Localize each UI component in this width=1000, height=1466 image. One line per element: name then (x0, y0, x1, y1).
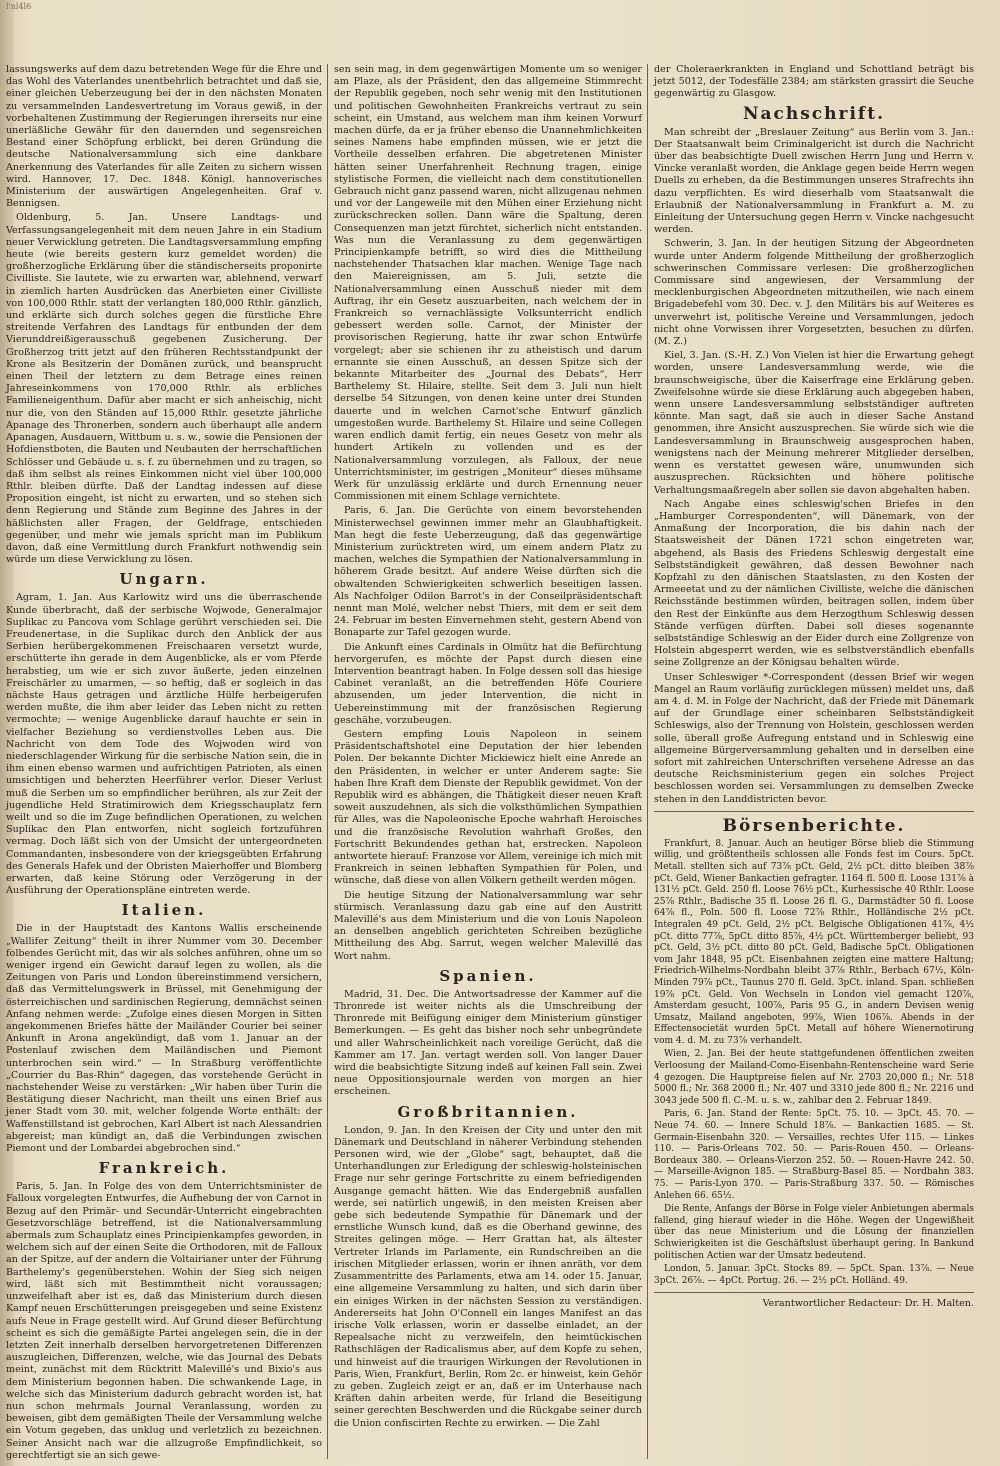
heading-italien: Italien. (121, 901, 207, 920)
article-national-assembly: Die heutige Sitzung der Nationalversammlung war sehr stürmisch. Veranlassung dazu gab eine auf den Austritt Malevillé's aus dem Ministerium und die von Louis Napoleon an denselben angeblich gerichteten Schreiben bezügliche Mittheilung des Abg. Sarrut, wegen welcher Malevillé das Wort nahm. (334, 889, 642, 962)
column-1 (6, 64, 322, 1461)
footer-divider (654, 1292, 974, 1293)
market-wien: Wien, 2. Jan. Bei der heute stattgefundenen öffentlichen zweiten Verloosung der Mailand-Como-Eisenbahn-Rentenscheine ward Serie 4 gezogen. Die Hauptpreise fielen auf Nr. 2703 20,000 fl.; Nr. 518 5000 fl.; Nr. 368 2000 fl.; Nr. 407 und 3310 jede 800 fl.; Nr. 2216 und 3043 jede 500 fl. C.-M. u. s. w., zahlbar den 2. Februar 1849. (654, 1049, 974, 1106)
article-berlin: Man schreibt der „Breslauer Zeitung“ aus Berlin vom 3. Jan.: Der Staatsanwalt beim Criminalgericht ist durch die Nachricht über das beabsichtigte Duell zwischen Herrn Jung und Herrn v. Vincke veranlaßt worden, die Anklage gegen beide Herrn wegen Duells zu erheben, da die Bestimmungen unseres Strafrechts ihn dazu verpflichten. Es wird dieserhalb vom Staatsanwalt die Erlaubniß der Nationalversammlung in Frankfurt a. M. zu Einleitung der Untersuchung gegen Herrn v. Vincke nachgesucht werden. (654, 126, 974, 236)
column-rule (327, 64, 328, 1459)
heading-frankreich: Frankreich. (98, 1159, 230, 1178)
market-frankfurt: Frankfurt, 8. Januar. Auch an heutiger Börse blieb die Stimmung willig, und größtentheils schlossen alle Fonds fest im Cours. 5pCt. Metall. stellten sich auf 73⅞ pCt. Geld, 2½ pCt. ditto bleiben 38⅞ pCt. Geld, Wiener Bankactien gefragter. 1164 fl. 500 fl. Loose 131⅞ à 131½ pCt. Geld. 250 fl. Loose 76½ pCt., Kurhessische 40 Rthlr. Loose 25⅞ Rthlr., Badische 35 fl. Loose 26 fl. G., Darmstädter 50 fl. Loose 64⅞ fl., Poln. 500 fl. Loose 72⅞ Rthlr., Holländische 2½ pCt. Integralen 49 pCt. Geld, 2½ pCt. Belgische Obligationen 41⅞, 4½ pCt. ditto 77⅞, 5pCt. ditto 85⅞, 4½ pCt. Württemberger beliebt, 93 pCt. Geld, 3½ pCt. ditto 80 pCt. Geld, Badische 5pCt. Obligationen vom Jahr 1848, 95 pCt. Eisenbahnen zeigten eine mattere Haltung; Friedrich-Wilhelms-Nordbahn bleibt 37⅞ Rthlr., Berbach 67½, Köln-Minden 79⅞ pCt., Taunus 270 fl. Geld. 3pCt. inland. Span. schließen 19⅞ pCt. Geld. Von Wechseln in London viel gemacht 120⅞, Amsterdam gesucht, 100⅞, Paris 95 G., in andern Devisen wenig Umsatz, Mailand angeboten, 99⅞, Wien 106⅞. Abends in der Effectensocietät wurden 5pCt. Metall auf höhere Wienernotirung vom 4. d. M. zu 73⅞ verhandelt. (654, 838, 974, 1046)
heading-spanien: Spanien. (439, 966, 537, 985)
market-paris-rente: Die Rente, Anfangs der Börse in Folge vieler Anbietungen abermals fallend, ging hierauf wieder in die Höhe. Wegen der Ungewißheit über das neue Ministerium und die Lösung der finanziellen Schwierigkeiten ist die Geschäftslust überhaupt gering. In Bankund politischen Actien war der Umsatz bedeutend. (654, 1204, 974, 1261)
article-oldenburg: Oldenburg, 5. Jan. Unsere Landtags- und Verfassungsangelegenheit mit dem neuen Jahre in ein Stadium neuer Verwicklung getreten. Die Landtagsversammlung empfing heute (wie bereits gestern kurz gemeldet worden) die großherzogliche Erklärung über die ständischerseits proponirte Civilliste. Sie lautete, wie zu erwarten war, ablehnend, verwarf in ziemlich harten Ausdrücken das Anerbieten einer Civilliste von 100,000 Rthlr. statt der verlangten 180,000 Rthlr. gänzlich, und erklärte sich durch solches gegen die fürstliche Ehre streitende Verfahren des Landtags für entbunden der dem Vierunddreißigerausschuß gegebenen Zusicherung. Der Großherzog tritt jetzt auf den früheren Rechtsstandpunkt der Krone als Besitzerin der Domänen zurück, und beansprucht einen Theil der letztern zu dem Betrage eines reinen Jahreseinkommens von 170,000 Rthlr. als erbliches Familieneigenthum. Dafür aber macht er sich anheischig, nicht nur die, von den Ständen auf 15,000 Rthlr. gesetzte jährliche Apanage des Thronerben, sondern auch überhaupt alle andern Apanagen, Ausdauern, Wittbum u. s. w., sowie die Pensionen der Hofdienstboten, die Bauten und Neubauten der herrschaftlichen Schlösser und Gebäude u. s. f. zu übernehmen und zu tragen, so daß ihm selbst als reines Einkommen nicht viel über 100,000 Rthlr. bleiben dürfte. Daß der Landtag indessen auf diese Proposition eingeht, ist nicht zu erwarten, und so stehen sich denn Regierung und Stände zum Beginne des Jahres in der häßlichsten aller Fragen, der Geldfrage, entschieden gegenüber, und mehr wie jemals spricht man im Publikum davon, daß eine Vermittlung durch Frankfurt nothwendig sein würde um diese Verwicklung zu lösen. (6, 212, 322, 566)
heading-ungarn: Ungarn. (119, 570, 209, 589)
article-paris-continued: sen sein mag, in dem gegenwärtigen Momente um so weniger am Plaze, als der Präsident, den das allgemeine Stimmrecht der Republik gegeben, noch sehr wenig mit den Institutionen und politischen Gewohnheiten Frankreichs vertraut zu sein scheint, ein Umstand, aus welchem man ihm keinen Vorwurf machen dürfe, da er ja früher ebenso die Unannehmlichkeiten seines Namens habe empfinden müssen, wie er jetzt die Vortheile desselben erfahren. Die abgetretenen Minister hätten seiner Unerfahrenheit Rechnung tragen, einige stylistische Formen, die vielleicht nach dem constitutionellen Gebrauch nicht ganz passend waren, nicht allzugenau nehmen und vor der Langeweile mit den Mühen einer Erziehung nicht zurückschrecken sollen. Dann wäre die Spaltung, deren Consequenzen man jetzt fürchtet, sicherlich nicht entstanden. Was nun die Veranlassung zu dem gegenwärtigen Principienkampfe betrifft, so wird dies die Mittheilung nachstehender Thatsachen klar machen. Wenige Tage nach den Maiereignissen, am 5. Juli, setzte die Nationalversammlung einen Ausschuß nieder mit dem Auftrag, ihr ein Gesetz auszuarbeiten, nach welchem der in Frankreich so vernachlässigte Volksunterricht endlich gebessert werden solle. Carnot, der Minister der provisorischen Regierung, hatte ihr zwar schon Entwürfe vorgelegt; aber sie schienen ihr zu atheistisch und darum ernannte sie einen Ausschuß, an dessen Spitze sich der bekannte Mitarbeiter des „Journal des Debats“, Herr Barthelemy St. Hilaire, stellte. Seit dem 3. Juli nun hielt derselbe 54 Sitzungen, von denen keine unter drei Stunden dauerte und in welchen Carnot'sche Entwurf gänzlich umgestoßen wurde. Barthelemy St. Hilaire und seine Collegen waren endlich damit fertig, ein neues Gesetz von mehr als hundert Artikeln zu vollenden und es der Nationalversammlung vorzulegen, als Falloux, der neue Unterrichtsminister, im gestrigen „Moniteur“ dieses mühsame Werk für unzulässig erklärte und durch Ernennung neuer Commissionen mit einem Schlage vernichtete. (334, 64, 642, 503)
article-louis-napoleon: Gestern empfing Louis Napoleon in seinem Präsidentschaftshotel eine Deputation der hier lebenden Polen. Der bekannte Dichter Mickiewicz hielt eine Anrede an den Präsidenten, in welcher er unter Anderem sagte: Sie haben Ihre Kraft dem Dienste der Republik gewidmet. Von der Republik wird es abhängen, die Thätigkeit dieser neuen Kraft soweit auszudehnen, als sich die volksthümlichen Sympathien für Alles, was die Napoleonische Epoche wahrhaft Heroisches und die französische Revolution wahrhaft Großes, den Fortschritt Bekundendes gethan hat, erstrecken. Napoleon antwortete hierauf: Franzose vor Allem, vereinige ich mich mit Frankreich in seinen lebhaften Sympathien für Polen, und wünsche, daß diese von allen Völkern getheilt werden mögen. (334, 728, 642, 887)
article-schwerin: Schwerin, 3. Jan. In der heutigen Sitzung der Abgeordneten wurde unter Anderm folgende Mittheilung der großherzoglich schwerinschen Commissare verlesen: Die großherzoglichen Commissare sind angewiesen, der Versammlung der mecklenburgischen Abgeordneten mitzutheilen, wie nach einem Brigadebefehl vom 30. Dec. v. J. den Militärs bis auf Weiteres es unverwehrt ist, politische Vereine und Versammlungen, jedoch nicht ohne Vorwissen ihrer Vorgesetzten, besuchen zu dürfen. (M. Z.) (654, 238, 974, 348)
article-hannover-end: lassungswerks auf dem dazu betretenden Wege für die Ehre und das Wohl des Vaterlandes unentbehrlich betrachtet und daß sie, einer gleichen Ueberzeugung bei der in den nächsten Monaten zu versammelnden Landesvertretung im Voraus gewiß, in der vorbehaltenen Zustimmung der Regierungen ihrerseits nur eine unerläßliche Gewähr für den dauernden und segensreichen Bestand einer Schöpfung erblickt, bei deren Gründung die deutsche Nationalversammlung sich eine dankbare Anerkennung des Vaterlandes für alle Zeiten zu sichern wissen wird. Hannover, 17. Dec. 1848. Königl. hannoverisches Ministerium der auswärtigen Angelegenheiten. Graf v. Bennigsen. (6, 64, 322, 210)
article-agram: Agram, 1. Jan. Aus Karlowitz wird uns die überraschende Kunde überbracht, daß der serbische Wojwode, Generalmajor Suplikac zu Pancova vom Schlage gerührt verschieden sei. Die Freudenertase, in die Suplikac durch den Anblick der aus Serbien herübergekommenen Freischaaren versetzt wurde, erschütterte ihn gerade in dem Augenblicke, als er vom Pferde herabstieg, um wie er sich zuvor äußerte, jeden einzelnen Freischärler zu umarmen, — so heftig, daß er sogleich in das nächste Haus getragen und ärztliche Hülfe herbeigerufen werden mußte, die ihm aber leider das Leben nicht zu retten vermochte; — wenige Augenblicke darauf hauchte er sein in vielfacher Beziehung so verdienstvolles Leben aus. Die Nachricht von dem Tode des Wojwoden wird von niederschlagender Wirkung für die serbische Nation sein, die in ihm einen ebenso warmen und aufrichtigen Patrioten, als einen umsichtigen und beherzten Heerführer verlor. Dieser Verlust muß die Serben um so empfindlicher berühren, als zur Zeit der jugendliche Held Stratimirowich dem Kriegsschauplatz fern weilt und so die im Zuge befindlichen Operationen, zu welchen Suplikac den Plan entworfen, nicht sogleich fortzuführen vermag. Doch läßt sich von der Umsicht der untergeordneten Commandanten, insbesondere von der kriegsgeübten Erfahrung des Generals Hafek und der Obristen Maierhoffer und Blomberg erwarten, daß keine Störung oder Verzögerung in der Ausführung der Operationspläne eintreten werde. (6, 592, 322, 897)
article-wallis: Die in der Hauptstadt des Kantons Wallis erscheinende „Wallifer Zeitung“ theilt in ihrer Nummer vom 30. December folbendes Gerücht mit, das wir als solches anführen, ohne um so weniger irgend ein Gewicht darauf legen zu wollen, als die Zeitungen von Paris und London übereinstimmend versichern, daß das Vermittelungswerk in Brüssel, mit Genehmigung der österreichischen und sardinischen Regierung, demnächst seinen Anfang nehmen werde: „Zufolge eines diesen Morgen in Sitten angekommenen Briefes hätte der Mailänder Courier bei seiner Ankunft in Arona angekündigt, daß vom 1. Januar an der Postenlauf zwischen dem Mailändischen und Piemont unterbrochen sein wird.“ — In Straßburg veröffentlichte „Courrier du Bas-Rhin“ dagegen, das vorstehende Gerücht in nachstehender Weise zu verstärken: „Wir haben über Turin die Bestätigung dieser Nachricht, man theilt uns einen Brief aus jener Stadt vom 30. mit, welcher folgende Worte enthält: der Waffenstillstand ist gebrochen, Karl Albert ist nach Alessandrien abgereist; man kündigt an, daß die Verbindungen zwischen Piemont und der Lombardei abgebrochen sind.“ (6, 923, 322, 1155)
heading-boersenberichte: Börsenberichte. (722, 815, 906, 836)
section-divider (654, 811, 974, 812)
article-madrid: Madrid, 31. Dec. Die Antwortsadresse der Kammer auf die Thronrede ist weiter nichts als die Umschreibung der Thronrede mit Beifügung einiger dem Ministerium günstiger Bemerkungen. — Es geht das bisher noch sehr unbegründete und aller Wahrscheinlichkeit nach voreilige Gerücht, daß die Kammer am 17. Jan. vertagt werden soll. Von langer Dauer wird die beabsichtigte Sitzung indeß auf keinen Fall sein. Zwei neue Oppositionsjournale werden von morgen an hier erscheinen. (334, 988, 642, 1098)
market-paris: Paris, 6. Jan. Stand der Rente: 5pCt. 75. 10. — 3pCt. 45. 70. — Neue 74. 60. — Innere Schuld 18⅞. — Bankactien 1685. — St. Germain-Eisenbahn 320. — Versailles, rechtes Ufer 115. — Linkes 110. — Paris-Orleans 702. 50. — Paris-Rouen 450. — Orleans-Bordeaux 380. — Orleans-Vierzon 252. 50. — Rouen-Havre 242. 50. — Marseille-Avignon 185. — Straßburg-Basel 85. — Nordbahn 383. 75. — Paris-Lyon 370. — Paris-Straßburg 337. 50. — Römisches Anlehen 66. 65½. (654, 1109, 974, 1201)
market-london: London, 5. Januar. 3pCt. Stocks 89. — 5pCt. Span. 13⅞. — Neue 3pCt. 26⅞. — 4pCt. Portug. 26. — 2½ pCt. Holländ. 49. (654, 1264, 974, 1286)
article-cholera: der Choleraerkrankten in England und Schottland beträgt bis jetzt 5012, der Todesfälle 2384; am stärksten grassirt die Seuche gegenwärtig zu Glasgow. (654, 64, 974, 100)
corner-mark: l'nl4l6 (6, 2, 32, 11)
column-2 (334, 64, 642, 1454)
article-paris-5-jan: Paris, 5. Jan. In Folge des von dem Unterrichtsminister de Falloux vorgelegten Entwurfes, die Aufhebung der von Carnot in Bezug auf den Primär- und Secundär-Unterricht eingebrachten Gesetzvorschläge betreffend, ist die Nationalversammlung abermals zum Schauplatz eines Principienkampfes geworden, in welchem sich auf der einen Seite die Orthodoren, mit de Falloux an der Spitze, auf der andern die Voltairianer unter der Führung Barthelemy's gegenüberstehen. Wohin der Sieg sich neigen wird, läßt sich mit Bestimmtheit nicht voraussagen; unzweifelhaft aber ist es, daß das Ministerium durch diesen Kampf neuen Erschütterungen preisgegeben und seine Existenz aufs Neue in Frage gestellt wird. Auf Grund dieser Befürchtung scheint es sich die gemäßigte Partei angelegen sein, die in der letzten Zeit innerhalb derselben hervorgetretenen Differenzen auszugleichen, Differenzen, welche, wie das Journal des Debats meint, zunächst mit dem Rücktritt Malevillé's und Bixio's aus dem Ministerium begonnen haben. Die schwankende Lage, in welche sich das Ministerium dadurch gebracht worden ist, hat nun schon mehrmals Journal Veranlassung, worden zu beweisen, gibt dem gemäßigten Theile der Versammlung welche ein Votum gegeben, das unklug und verletzlich zu bezeichnen. Seiner Ansicht nach war die allzugroße Empfindlichkeit, so gerechtfertigt sie an sich gewe- (6, 1181, 322, 1461)
editor-footer: Verantwortlicher Redacteur: Dr. H. Malten. (762, 1298, 974, 1310)
article-london: London, 9. Jan. In den Kreisen der City und unter den mit Dänemark und Deutschland in näherer Verbindung stehenden Personen wird, wie der „Globe“ sagt, behauptet, daß die Unterhandlungen zur Erledigung der schleswig-holsteinischen Frage nur sehr geringe Fortschritte zu einem befriedigenden Ausgange gemacht hätten. Wie das Endergebniß ausfallen werde, sei natürlich ungewiß, in den meisten Kreisen aber gebe sich bedeutende Sympathie für Dänemark und der ernstliche Wunsch kund, daß es die Oberhand gewinne, des Streites gelingen möge. — Herr Grattan hat, als ältester Vertreter Irlands im Parlamente, ein Rundschreiben an die irischen Mitglieder erlassen, worin er ihnen anräth, vor dem Zusammentritte des Parlaments, etwa am 14. oder 15. Januar, eine allgemeine Versammlung zu halten, und sich darin über ein einiges Wirken in der nächsten Session zu verständigen. Andererseits hat John O'Connell ein langes Manifest an das irische Volk erlassen, worin er dasselbe einladet, an der Repealsache nicht zu verzweifeln, den heimtückischen Rathschlägen der Radicalismus aber, auf dem Kopfe zu sehen, und hinweist auf die traurigen Wirkungen der Revolutionen in Paris, Wien, Frankfurt, Berlin, Rom 2c. er hinweist, kein Gehör zu geben. Zugleich zeigt er an, daß er im Unterhause nach Kräften dahin arbeiten werde, für Irland die Beseitigung seiner gerechten Beschwerden und die Rückgabe seiner durch die Union confiscirten Rechte zu erwirken. — Die Zahl (334, 1124, 642, 1429)
article-kiel: Kiel, 3. Jan. (S.-H. Z.) Von Vielen ist hier die Erwartung gehegt worden, unsere Landesversammlung werde, wie die braunschweigische, über die Kaiserfrage eine Erklärung geben. Zweifelsohne würde sie diese Erklärung auch abgegeben haben, wenn unsere Landesversammlung selbstständiger auftreten könnte. Man sagt, daß sie auch in dieser Sache Anstand genommen, ihre Ansicht auszusprechen. Sie würde sich wie die Landesversammlung in Braunschweig ausgesprochen haben, wenigstens nach der Meinung mehrerer Mitglieder derselben, wenn es verstattet gewesen wäre, unumwunden sich auszusprechen. Rücksichten und höhere politische Verhaltungsmaaßregeln aber sollen sie davon abgehalten haben. (654, 350, 974, 496)
column-3 (654, 64, 974, 1454)
article-schleswig-correspondent: Unser Schleswiger *-Correspondent (dessen Brief wir wegen Mangel an Raum vorläufig zurücklegen müssen) meldet uns, daß am 4. d. M. in Folge der Nachricht, daß der Friede mit Dänemark auf der Grundlage einer scheinbaren Selbstständigkeit Schleswigs, also der Trennung von Holstein, geschlossen werden solle, überall große Aufregung entstand und in Schleswig eine allgemeine Bürgerversammlung gehalten und in derselben eine sofort mit zahlreichen Unterschriften versehene Adresse an das deutsche Reichsministerium gegen ein solches Project beschlossen worden sei. Versammlungen zu demselben Zwecke stehen in den Landdistricten bevor. (654, 671, 974, 805)
heading-nachschrift: Nachschrift. (742, 103, 886, 124)
article-schleswig-letter: Nach Angabe eines schleswig'schen Briefes in den „Hamburger Correspondenten“, will Dänemark, von der Anmaßung der Incorporation, die bis dahin nach der Staatsweisheit der Dänen 1721 schon eingetreten war, abgehend, als Basis des Friedens Schleswig dergestalt eine Selbstständigkeit gewähren, daß dessen Bewohner nach Kopfzahl zu den dänischen Staatslasten, zu den Kosten der Armeeetat und zu der nämlichen Civilliste, welche die dänischen Reichsstände bestimmen würden, beitragen sollen, indem über den Rest der Einkünfte aus dem Herzogthum Schleswig dessen Stände verfügen dürften. Dabei soll dieses sogenannte selbstständige Schleswig an der Eider durch eine Zollgrenze von Holstein abgesperrt werden, wie es selbstverständlich ebenfalls seine Zollgrenze an der Königsau behalten würde. (654, 498, 974, 669)
column-rule (647, 64, 648, 1459)
article-paris-6-jan: Paris, 6. Jan. Die Gerüchte von einem bevorstehenden Ministerwechsel gewinnen immer mehr an Glaubhaftigkeit. Man hegt die feste Ueberzeugung, daß das gegenwärtige Ministerium zurücktreten wird, um einem andern Platz zu machen, welches die Sympathien der Nationalversammlung in höherem Grade besitzt. Auf andere Weise dürften sich die obwaltenden Schwierigkeiten schwerlich beseitigen lassen. Als Nachfolger Odilon Barrot's in der Conseilpräsidentschaft nennt man Molé, welcher nebst Thiers, mit dem er seit dem 24. Februar im besten Einvernehmen steht, gestern Abend von Bonaparte zur Tafel gezogen wurde. (334, 505, 642, 639)
article-olmuetz-cardinal: Die Ankunft eines Cardinals in Olmütz hat die Befürchtung hervorgerufen, es möchte der Papst durch diesen eine Intervention beantragt haben. In Folge dessen soll das hiesige Cabinet veranlaßt, an die betreffenden Höfe Couriere abzusenden, um jeder Intervention, die nicht in Uebereinstimmung mit der französischen Regierung geschähe, vorzubeugen. (334, 641, 642, 726)
heading-grossbritannien: Großbritannien. (397, 1102, 579, 1121)
